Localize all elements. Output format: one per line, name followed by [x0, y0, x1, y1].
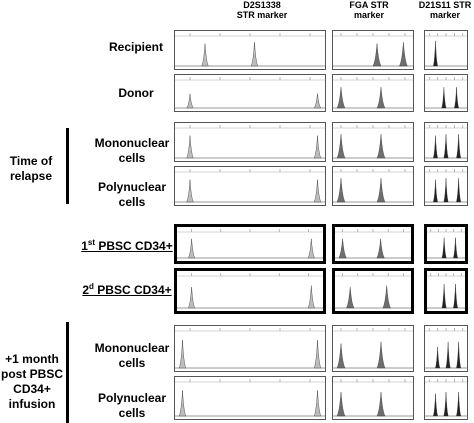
allele-peak [337, 178, 345, 202]
allele-peak [314, 136, 321, 158]
trace-plot [427, 227, 465, 261]
electropherogram-post-mono-fga [332, 325, 414, 372]
allele-peak [433, 180, 437, 202]
allele-peak [377, 87, 385, 108]
trace-plot [425, 75, 467, 111]
allele-peak [339, 239, 347, 258]
allele-peak [308, 286, 314, 309]
trace-plot [425, 326, 467, 371]
allele-peak [179, 390, 186, 416]
trace-plot [177, 227, 323, 261]
trace-plot [175, 31, 325, 69]
row-label-post-polynuclear: Polynuclear cells [97, 391, 167, 420]
allele-peak [337, 134, 345, 158]
electropherogram-recipient-d21 [424, 30, 468, 70]
electropherogram-relapse-poly-fga [332, 166, 414, 206]
row-label-post-mononuclear: Mononuclear cells [94, 341, 170, 370]
pbsc1-number: 1 [81, 239, 88, 253]
trace-plot [335, 227, 411, 261]
group-label-post-infusion: +1 month post PBSC CD34+ infusion [0, 352, 63, 411]
allele-peak [442, 238, 446, 258]
electropherogram-pbsc-1-d21 [424, 224, 468, 264]
allele-peak [399, 42, 407, 66]
electropherogram-post-mono-d2 [174, 325, 326, 372]
allele-peak [251, 42, 258, 66]
trace-plot [177, 271, 323, 311]
allele-peak [453, 284, 457, 308]
electropherogram-post-mono-d21 [424, 325, 468, 372]
pbsc2-superscript: d [89, 282, 94, 291]
header-fga: FGA STR marker [349, 0, 389, 20]
trace-plot [425, 31, 467, 69]
allele-peak [377, 392, 385, 416]
electropherogram-donor-d2 [174, 74, 326, 112]
trace-plot [333, 326, 413, 371]
allele-peak [453, 238, 457, 258]
allele-peak [442, 284, 446, 308]
allele-peak [456, 392, 460, 416]
allele-peak [202, 44, 209, 66]
electropherogram-relapse-poly-d21 [424, 166, 468, 206]
group-bracket-post-infusion [66, 322, 69, 423]
allele-peak [314, 180, 321, 202]
pbsc2-number: 2 [82, 283, 90, 297]
electropherogram-post-poly-d2 [174, 376, 326, 420]
allele-peak [187, 180, 194, 202]
allele-peak [435, 347, 439, 368]
electropherogram-relapse-mono-fga [332, 122, 414, 162]
trace-plot [333, 377, 413, 419]
header-d21s11: D21S11 STR marker [418, 0, 472, 20]
allele-peak [456, 134, 460, 158]
allele-peak [456, 342, 460, 368]
allele-peak [454, 87, 458, 108]
pbsc1-superscript: st [87, 238, 96, 247]
electropherogram-relapse-mono-d21 [424, 122, 468, 162]
row-label-relapse-mononuclear: Mononuclear cells [94, 136, 170, 165]
allele-peak [377, 342, 385, 368]
electropherogram-pbsc-1-d2 [174, 224, 326, 264]
header-d2s1338: D2S1338 STR marker [236, 0, 288, 20]
electropherogram-relapse-mono-d2 [174, 122, 326, 162]
electropherogram-post-poly-d21 [424, 376, 468, 420]
trace-plot [333, 123, 413, 161]
pbsc1-text: PBSC CD34+ [95, 239, 173, 253]
trace-plot [333, 75, 413, 111]
allele-peak [188, 287, 194, 308]
allele-peak [308, 239, 314, 258]
electropherogram-recipient-d2 [174, 30, 326, 70]
allele-peak [444, 134, 448, 158]
electropherogram-donor-fga [332, 74, 414, 112]
allele-peak [433, 136, 437, 158]
allele-peak [337, 392, 345, 416]
group-bracket-relapse [66, 128, 69, 204]
allele-peak [433, 394, 437, 416]
electropherogram-post-poly-fga [332, 376, 414, 420]
row-label-pbsc-1 [74, 235, 180, 254]
electropherogram-pbsc-2-d21 [424, 268, 468, 314]
trace-plot [175, 167, 325, 205]
allele-peak [433, 41, 437, 66]
allele-peak [188, 239, 194, 258]
trace-plot [425, 123, 467, 161]
row-label-pbsc-2 [74, 279, 180, 298]
electropherogram-relapse-poly-d2 [174, 166, 326, 206]
allele-peak [373, 44, 381, 66]
allele-peak [377, 134, 385, 158]
allele-peak [346, 287, 354, 308]
trace-plot [335, 271, 411, 311]
trace-plot [425, 377, 467, 419]
allele-peak [442, 87, 446, 108]
pbsc2-text: PBSC CD34+ [93, 283, 172, 297]
allele-peak [314, 94, 321, 108]
row-label-recipient: Recipient [108, 40, 163, 54]
allele-peak [377, 239, 385, 258]
electropherogram-pbsc-2-fga [332, 268, 414, 314]
allele-peak [377, 178, 385, 202]
trace-plot [425, 167, 467, 205]
allele-peak [179, 340, 186, 368]
trace-plot [175, 123, 325, 161]
trace-plot [175, 326, 325, 371]
trace-plot [175, 75, 325, 111]
trace-plot [333, 167, 413, 205]
electropherogram-donor-d21 [424, 74, 468, 112]
allele-peak [444, 178, 448, 202]
trace-plot [175, 377, 325, 419]
electropherogram-recipient-fga [332, 30, 414, 70]
row-label-donor: Donor [118, 86, 154, 100]
electropherogram-pbsc-1-fga [332, 224, 414, 264]
trace-plot [333, 31, 413, 69]
electropherogram-pbsc-2-d2 [174, 268, 326, 314]
allele-peak [456, 178, 460, 202]
allele-peak [337, 344, 345, 369]
allele-peak [444, 392, 448, 416]
allele-peak [383, 286, 391, 309]
allele-peak [187, 94, 194, 108]
allele-peak [446, 342, 450, 368]
trace-plot [427, 271, 465, 311]
allele-peak [314, 340, 321, 368]
allele-peak [187, 136, 194, 158]
group-label-relapse: Time of relapse [9, 154, 53, 183]
allele-peak [314, 390, 321, 416]
row-label-relapse-polynuclear: Polynuclear cells [97, 180, 167, 209]
allele-peak [337, 87, 345, 108]
